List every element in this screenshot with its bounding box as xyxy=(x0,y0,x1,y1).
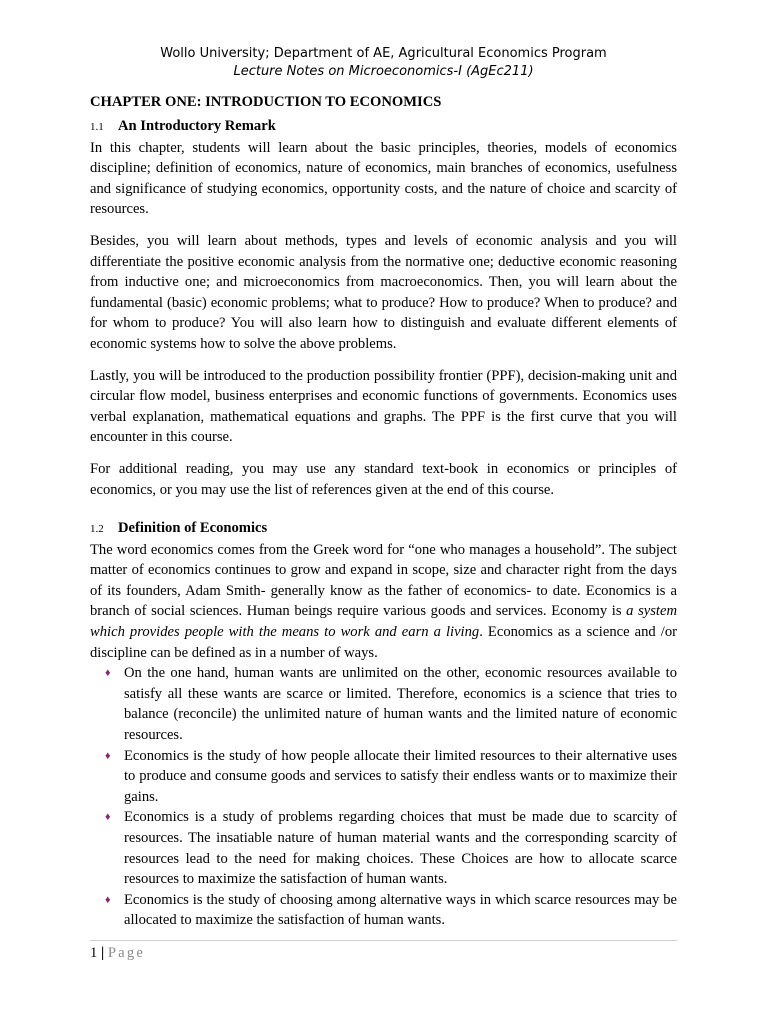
intro-text: The word economics comes from the Greek word for “one who manages a household”. The subject matter of economics continues to grow and expand in scope, size and character right from the days of its founders, Adam Smith- generally know as the father of economics- to date. Economics is a branch of social sciences. Human beings require various goods and services. Economy is xyxy=(90,541,677,620)
paragraph: In this chapter, students will learn about the basic principles, theories, models of economics discipline; definition of economics, nature of economics, main branches of economics, usefulness and significance of studying economics, opportunity costs, and the nature of choice and scarcity of resources. xyxy=(90,139,677,218)
list-item-text: Economics is a study of problems regarding choices that must be made due to scarcity of resources. The insatiable nature of human material wants and the corresponding scarcity of resources lead to the need for making choices. These Choices are how to allocate scarce resources to maximize the satisfaction of human wants. xyxy=(124,809,677,888)
section-number: 1.2 xyxy=(90,523,104,536)
list-item xyxy=(105,663,677,745)
page-footer xyxy=(90,940,677,963)
header-line-2: Lecture Notes on Microeconomics-I (AgEc211) xyxy=(233,64,534,79)
list-item xyxy=(105,746,677,808)
paragraph: For additional reading, you may use any standard text-book in economics or principles of economics, or you may use the list of references given at the end of this course. xyxy=(90,460,677,498)
diamond-bullet-icon: ♦ xyxy=(105,667,111,680)
section-number: 1.1 xyxy=(90,121,104,133)
list-item-text: Economics is the study of choosing among alternative ways in which scarce resources may be allocated to maximize the satisfaction of human wants. xyxy=(124,891,677,929)
economy-definition-italic: a system which provides people with the means to work and earn a living xyxy=(90,603,678,641)
list-item xyxy=(105,807,677,889)
section-title: An Introductory Remark xyxy=(118,118,276,134)
footer-separator: | xyxy=(100,945,105,961)
section-heading-1-2 xyxy=(90,518,677,540)
page-indicator xyxy=(90,943,677,963)
list-item xyxy=(105,890,677,931)
definition-intro xyxy=(90,540,677,664)
definitions-list xyxy=(90,663,677,931)
list-item-text: Economics is the study of how people allocate their limited resources to their alternative uses to produce and consume goods and services to satisfy their endless wants or to maximize their gains. xyxy=(124,747,677,805)
page-number: 1 xyxy=(90,945,98,961)
paragraph: Lastly, you will be introduced to the production possibility frontier (PPF), decision-making unit and circular flow model, business enterprises and economic functions of governments. Economics uses verbal explanation, mathematical equations and graphs. The PPF is the first curve that you will encounter in this course. xyxy=(90,367,677,446)
section-title: Definition of Economics xyxy=(118,520,268,537)
page-word: Page xyxy=(107,945,145,961)
diamond-bullet-icon: ♦ xyxy=(105,811,111,824)
list-item-text: On the one hand, human wants are unlimited on the other, economic resources available to satisfy all these wants are scarce or limited. Therefore, economics is a science that tries to balance (reconcile) the unlimited nature of human wants and the limited nature of economic resources. xyxy=(124,665,677,744)
header-line-1: Wollo University; Department of AE, Agricultural Economics Program xyxy=(160,46,607,61)
page-body xyxy=(90,93,677,931)
chapter-title: CHAPTER ONE: INTRODUCTION TO ECONOMICS xyxy=(90,94,442,110)
intro-text-end: . Economics as a science and /or discipline can be defined as in a number of ways. xyxy=(90,624,677,661)
diamond-bullet-icon: ♦ xyxy=(105,893,111,906)
section-heading-1-1 xyxy=(90,116,677,138)
document-page xyxy=(90,0,677,1024)
paragraph: Besides, you will learn about methods, types and levels of economic analysis and you will differentiate the positive economic analysis from the normative one; deductive economic reasoning from inductive one; and microeconomics from macroeconomics. Then, you will learn about the fundamental (basic) economic problems; what to produce? How to produce? When to produce? and for whom to produce? You will also learn how to distinguish and evaluate different elements of economic systems how to solve the above problems. xyxy=(90,232,677,352)
diamond-bullet-icon: ♦ xyxy=(105,749,111,762)
